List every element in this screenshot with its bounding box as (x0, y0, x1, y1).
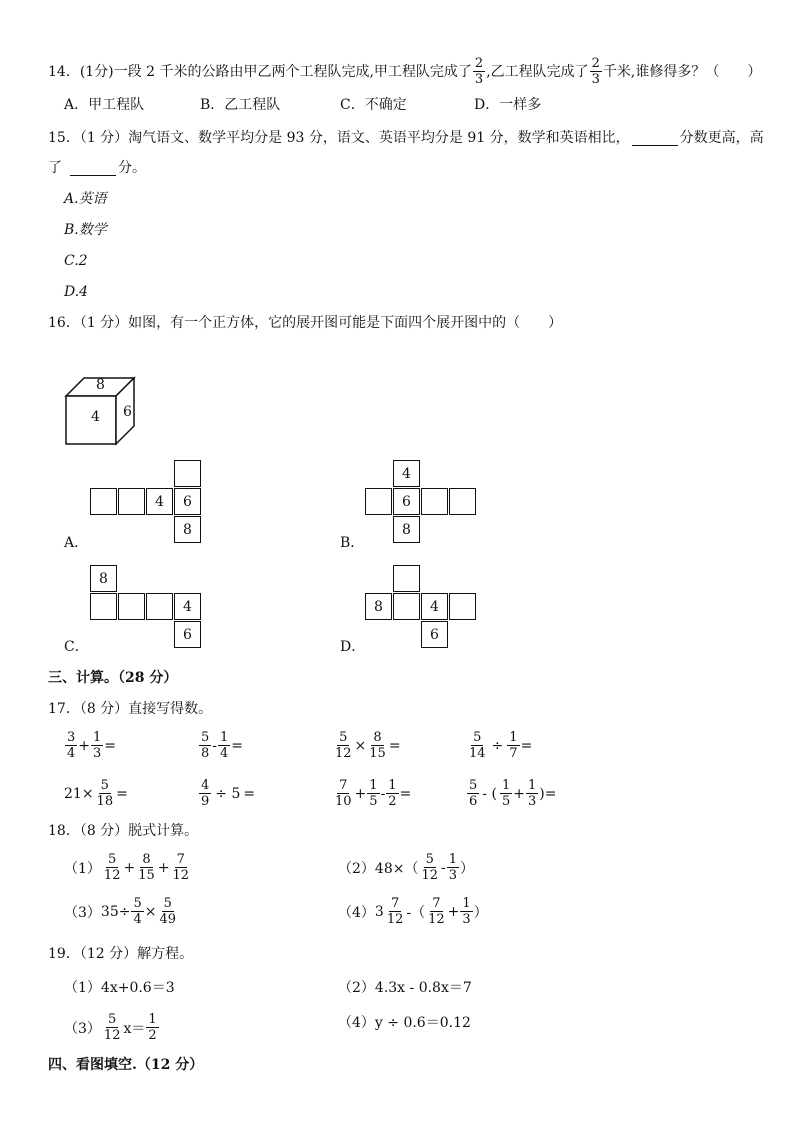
net-a-label[interactable]: A． (64, 535, 89, 551)
q15-text-line2: 了 (48, 160, 62, 176)
q15-option-d[interactable]: D.4 (64, 284, 89, 300)
q15-blank-points[interactable] (70, 161, 116, 176)
net-c-cell: 6 (174, 621, 201, 648)
q17-title: 17．（8 分）直接写得数。 (48, 701, 213, 717)
q19-item-1[interactable]: （1）4x+0.6＝3 (64, 980, 175, 996)
q14-text-end: 千米,谁修得多？（ ） (602, 63, 762, 80)
net-b-cell (421, 488, 448, 515)
section-3-heading: 三、计算。（28 分） (48, 670, 178, 686)
net-c-cell: 4 (174, 593, 201, 620)
q15-text-line2-end: 分。 (118, 160, 146, 176)
q19-item-2[interactable]: （2）4.3x - 0.8x＝7 (338, 980, 472, 996)
net-d-cell (393, 593, 420, 620)
q17-item-4[interactable]: $\frac{5}{14}$ ÷ $\frac{1}{7}$ = (469, 730, 533, 761)
q18-item-3[interactable]: （3） 35÷ $\frac{5}{4}$ × $\frac{5}{49}$ (64, 896, 177, 927)
fraction: $\frac{2}{3}$ (591, 56, 600, 87)
q19-item-4[interactable]: （4）y ÷ 0.6＝0.12 (338, 1015, 471, 1031)
net-a-cell: 8 (174, 516, 201, 543)
q19-item-3[interactable]: （3） $\frac{5}{12}$ x＝ $\frac{1}{2}$ (64, 1012, 157, 1043)
cube-front-label: 4 (91, 409, 100, 425)
q14-text: 14．(1分)一段 2 千米的公路由甲乙两个工程队完成,甲工程队完成了 (48, 63, 472, 80)
q18-item-4[interactable]: （4） 3 $\frac{7}{12}$ -（ $\frac{7}{12}$ + $\frac{1}{3}$ ） (338, 896, 488, 927)
q15-option-b[interactable]: B.数学 (64, 222, 107, 238)
net-c-cell: 8 (90, 565, 117, 592)
net-a-cell (90, 488, 117, 515)
q18-item-2[interactable]: （2） 48×（ $\frac{5}{12}$ - $\frac{1}{3}$ ） (338, 852, 475, 883)
cube-top-label: 8 (96, 377, 105, 393)
q14-option-a[interactable]: A．甲工程队 (64, 97, 145, 113)
net-d-cell (449, 593, 476, 620)
q17-item-6[interactable]: $\frac{4}{9}$ ÷ 5 = (201, 778, 256, 809)
q15-blank-subject[interactable] (632, 131, 678, 146)
net-d-label[interactable]: D． (340, 639, 366, 655)
q17-item-2[interactable]: $\frac{5}{8}$ - $\frac{1}{4}$ = (201, 730, 244, 761)
q14-stem (48, 56, 761, 87)
net-d-cell: 4 (421, 593, 448, 620)
q16-stem: 16．（1 分）如图，有一个正方体，它的展开图可能是下面四个展开图中的（ ） (48, 315, 563, 331)
q14-text-mid: ,乙工程队完成了 (486, 63, 589, 80)
net-a-cell: 6 (174, 488, 201, 515)
net-a-cell (118, 488, 145, 515)
cube-side-label: 6 (123, 404, 132, 420)
q17-item-5[interactable]: 21× $\frac{5}{18}$ = (64, 778, 128, 809)
q17-item-1[interactable]: $\frac{3}{4}$ + $\frac{1}{3}$ = (67, 730, 117, 761)
net-a-cell: 4 (146, 488, 173, 515)
q17-item-7[interactable]: $\frac{7}{10}$ + $\frac{1}{5}$ - $\frac{1}{2}$ = (335, 778, 412, 809)
q15-stem-line2 (48, 158, 146, 178)
net-b-label[interactable]: B． (340, 535, 365, 551)
q19-title: 19．（12 分）解方程。 (48, 946, 194, 962)
net-d-cell: 6 (421, 621, 448, 648)
q15-text-after: 分数更高，高 (679, 130, 764, 146)
net-c-cell (90, 593, 117, 620)
q14-option-d[interactable]: D．一样多 (474, 97, 542, 113)
q14-option-b[interactable]: B．乙工程队 (200, 97, 281, 113)
fraction: $\frac{2}{3}$ (474, 56, 484, 87)
net-b-cell: 4 (393, 460, 420, 487)
net-c-cell (118, 593, 145, 620)
q18-title: 18．（8 分）脱式计算。 (48, 823, 199, 839)
q17-item-3[interactable]: $\frac{5}{12}$ × $\frac{8}{15}$ = (335, 730, 401, 761)
q15-option-c[interactable]: C.2 (64, 253, 88, 269)
net-b-cell (449, 488, 476, 515)
net-d-cell (393, 565, 420, 592)
section-4-heading: 四、看图填空.（12 分） (48, 1057, 204, 1073)
net-b-cell: 8 (393, 516, 420, 543)
q14-option-c[interactable]: C．不确定 (340, 97, 407, 113)
net-d-cell: 8 (365, 593, 392, 620)
q15-text: 15．（1 分）淘气语文、数学平均分是 93 分，语文、英语平均分是 91 分，数学和英语相比， (48, 130, 630, 146)
q17-item-8[interactable]: $\frac{5}{6}$ - ( $\frac{1}{5}$ + $\frac{1}{3}$ ) = (469, 778, 557, 809)
net-b-cell (365, 488, 392, 515)
net-c-cell (146, 593, 173, 620)
net-b-cell: 6 (393, 488, 420, 515)
q18-item-1[interactable]: （1） $\frac{5}{12}$ + $\frac{8}{15}$ + $\frac{7}{12}$ (64, 852, 190, 883)
q15-stem (48, 128, 764, 148)
net-c-label[interactable]: C． (64, 639, 89, 655)
q15-option-a[interactable]: A.英语 (64, 191, 107, 207)
net-a-cell (174, 460, 201, 487)
